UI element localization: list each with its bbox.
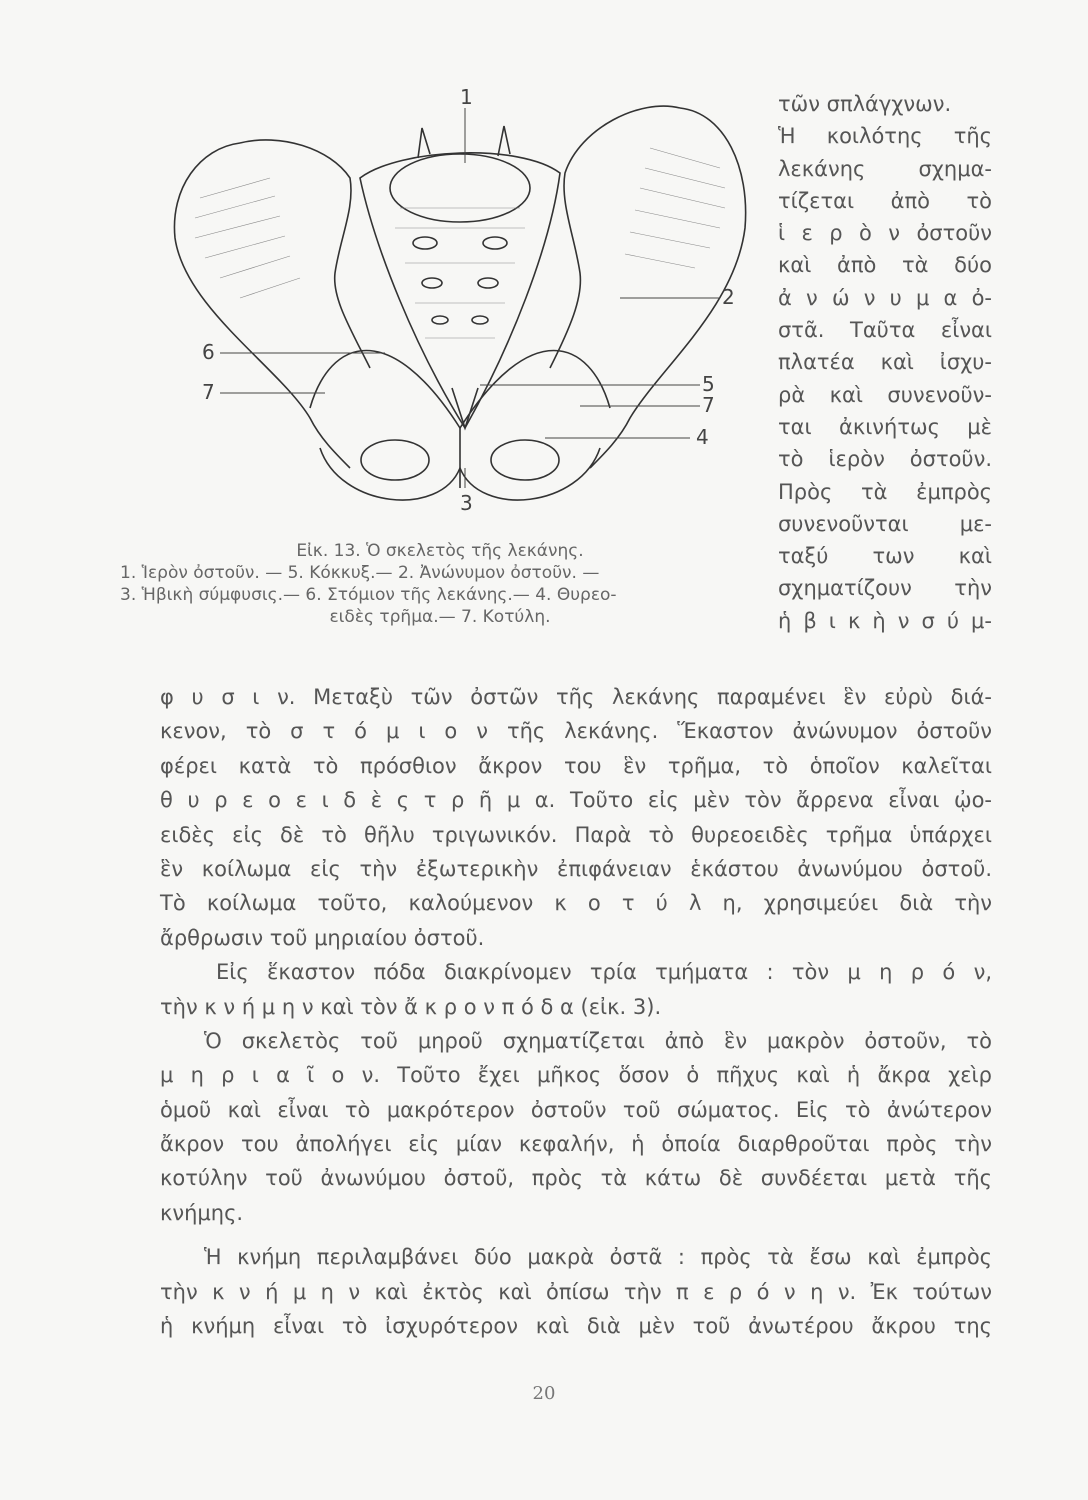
figure-label: 4 [696, 425, 709, 449]
left-ilium-inner [240, 140, 370, 368]
text-line: λεκάνης σχημα- [778, 156, 992, 181]
text-line: ἡ κνήμη εἶναι τὸ ἰσχυρότερον καὶ διὰ μὲν τοῦ ἀνωτέρου ἄκρου της [160, 1314, 992, 1339]
text-line: φέρει κατὰ τὸ πρόσθιον ἄκρον του ἓν τρῆμα, τὸ ὁποῖον καλεῖται [160, 753, 992, 778]
text-line: ταξύ των καὶ [778, 544, 992, 569]
text-line: τὴν κ ν ή μ η ν καὶ ἐκτὸς καὶ ὀπίσω τὴν π ε ρ ό ν η ν. Ἐκ τούτων [160, 1279, 992, 1304]
text-line: Τὸ κοίλωμα τοῦτο, καλούμενον κ ο τ ύ λ η, χρησιμεύει διὰ τὴν [160, 891, 992, 916]
right-ilium-inner [550, 106, 680, 368]
text-line: σχηματίζουν τὴν [778, 576, 992, 601]
text-line: ἄρθρωσιν τοῦ μηριαίου ὀστοῦ. [160, 925, 485, 950]
text-line: ἄκρον του ἀπολήγει εἰς μίαν κεφαλήν, ἡ ὁποία διαρθροῦται πρὸς τὴν [160, 1132, 992, 1157]
text-line: πλατέα καὶ ἰσχυ- [778, 350, 992, 375]
text-line: κοτύλην τοῦ ἀνωνύμου ὀστοῦ, πρὸς τὰ κάτω δὲ συνδέεται μετὰ τῆς [160, 1166, 992, 1191]
figure-label: 6 [202, 340, 215, 364]
pelvic-inlet [310, 351, 610, 429]
text-line: Πρὸς τὰ ἐμπρὸς [778, 479, 992, 504]
text-line: ἡ β ι κ ὴ ν σ ύ μ- [778, 608, 992, 633]
figure-caption [120, 540, 760, 628]
text-line: Εἰς ἕκαστον πόδα διακρίνομεν τρία τμήματα : τὸν μ η ρ ό ν, [216, 960, 992, 985]
page-number: 20 [532, 1383, 556, 1404]
text-line: συνενοῦνται με- [778, 511, 992, 536]
right-obturator-foramen [491, 440, 559, 480]
text-line: ἀ ν ώ ν υ μ α ὀ- [778, 285, 992, 310]
pelvis-illustration [160, 88, 760, 528]
text-line: φ υ σ ι ν. Μεταξὺ τῶν ὀστῶν τῆς λεκάνης παραμένει ἓν εὐρὺ διά- [160, 685, 992, 709]
text-line: Ἡ κοιλότης τῆς [778, 124, 992, 149]
text-line: Ἡ κνήμη περιλαμβάνει δύο μακρὰ ὀστᾶ : πρὸς τὰ ἔσω καὶ ἐμπρὸς [204, 1245, 992, 1270]
figure-label: 2 [722, 285, 735, 309]
caption-line: 3. Ἡβικὴ σύμφυσις.— 6. Στόμιον τῆς λεκάνης.— 4. Θυρεο- [120, 585, 617, 605]
caption-line: ειδὲς τρῆμα.— 7. Κοτύλη. [329, 607, 551, 627]
caption-line: 1. Ἱερὸν ὀστοῦν. — 5. Κόκκυξ.— 2. Ἀνώνυμον ὀστοῦν. — [120, 563, 600, 583]
text-line: ἱ ε ρ ὸ ν ὀστοῦν [778, 221, 992, 246]
side-column-text [778, 88, 992, 637]
text-line: ὁμοῦ καὶ εἶναι τὸ μακρότερον ὀστοῦν τοῦ σώματος. Εἰς τὸ ἀνώτερον [160, 1097, 992, 1122]
sacral-vertebra [390, 154, 530, 222]
text-line: στᾶ. Ταῦτα εἶναι [778, 318, 992, 343]
text-line: τίζεται ἀπὸ τὸ [778, 188, 992, 213]
text-line: τὸ ἱερὸν ὀστοῦν. [778, 447, 992, 472]
text-line: ρὰ καὶ συνενοῦν- [778, 382, 992, 407]
text-line: τὴν κ ν ή μ η ν καὶ τὸν ἄ κ ρ ο ν π ό δ α (εἰκ. 3). [160, 994, 662, 1019]
figure-label: 1 [460, 88, 473, 109]
figure-label: 7 [702, 393, 715, 417]
left-obturator-foramen [361, 440, 429, 480]
figure-label: 5 [702, 372, 715, 396]
figure-label: 3 [460, 491, 473, 515]
text-line: κνήμης. [160, 1200, 244, 1225]
text-line: μ η ρ ι α ῖ ο ν. Τοῦτο ἔχει μῆκος ὅσον ὁ πῆχυς καὶ ἡ ἄκρα χεὶρ [160, 1063, 992, 1088]
text-line: τῶν σπλάγχνων. [778, 92, 952, 116]
text-line: ειδὲς εἰς δὲ τὸ θῆλυ τριγωνικόν. Παρὰ τὸ θυρεοειδὲς τρῆμα ὑπάρχει [160, 822, 992, 847]
text-line: ἓν κοίλωμα εἰς τὴν ἐξωτερικὴν ἐπιφάνειαν ἑκάστου ἀνωνύμου ὀστοῦ. [160, 856, 992, 881]
text-line: ται ἀκινήτως μὲ [778, 414, 992, 439]
left-ilium-outline [174, 143, 350, 468]
body-text [160, 680, 992, 1343]
text-line: θ υ ρ ε ο ε ι δ ὲ ς τ ρ ῆ μ α. Τοῦτο εἰς μὲν τὸν ἄρρενα εἶναι ᾠο- [160, 788, 992, 813]
pelvis-figure [160, 88, 760, 528]
sacrum [360, 153, 560, 428]
figure-label: 7 [202, 380, 215, 404]
text-line: καὶ ἀπὸ τὰ δύο [778, 253, 992, 278]
text-line: Ὁ σκελετὸς τοῦ μηροῦ σχηματίζεται ἀπὸ ἓν μακρὸν ὀστοῦν, τὸ [204, 1028, 992, 1053]
caption-title: Εἰκ. 13. Ὁ σκελετὸς τῆς λεκάνης. [296, 541, 584, 561]
text-line: κενον, τὸ σ τ ό μ ι ο ν τῆς λεκάνης. Ἕκαστον ἀνώνυμον ὀστοῦν [160, 719, 992, 744]
